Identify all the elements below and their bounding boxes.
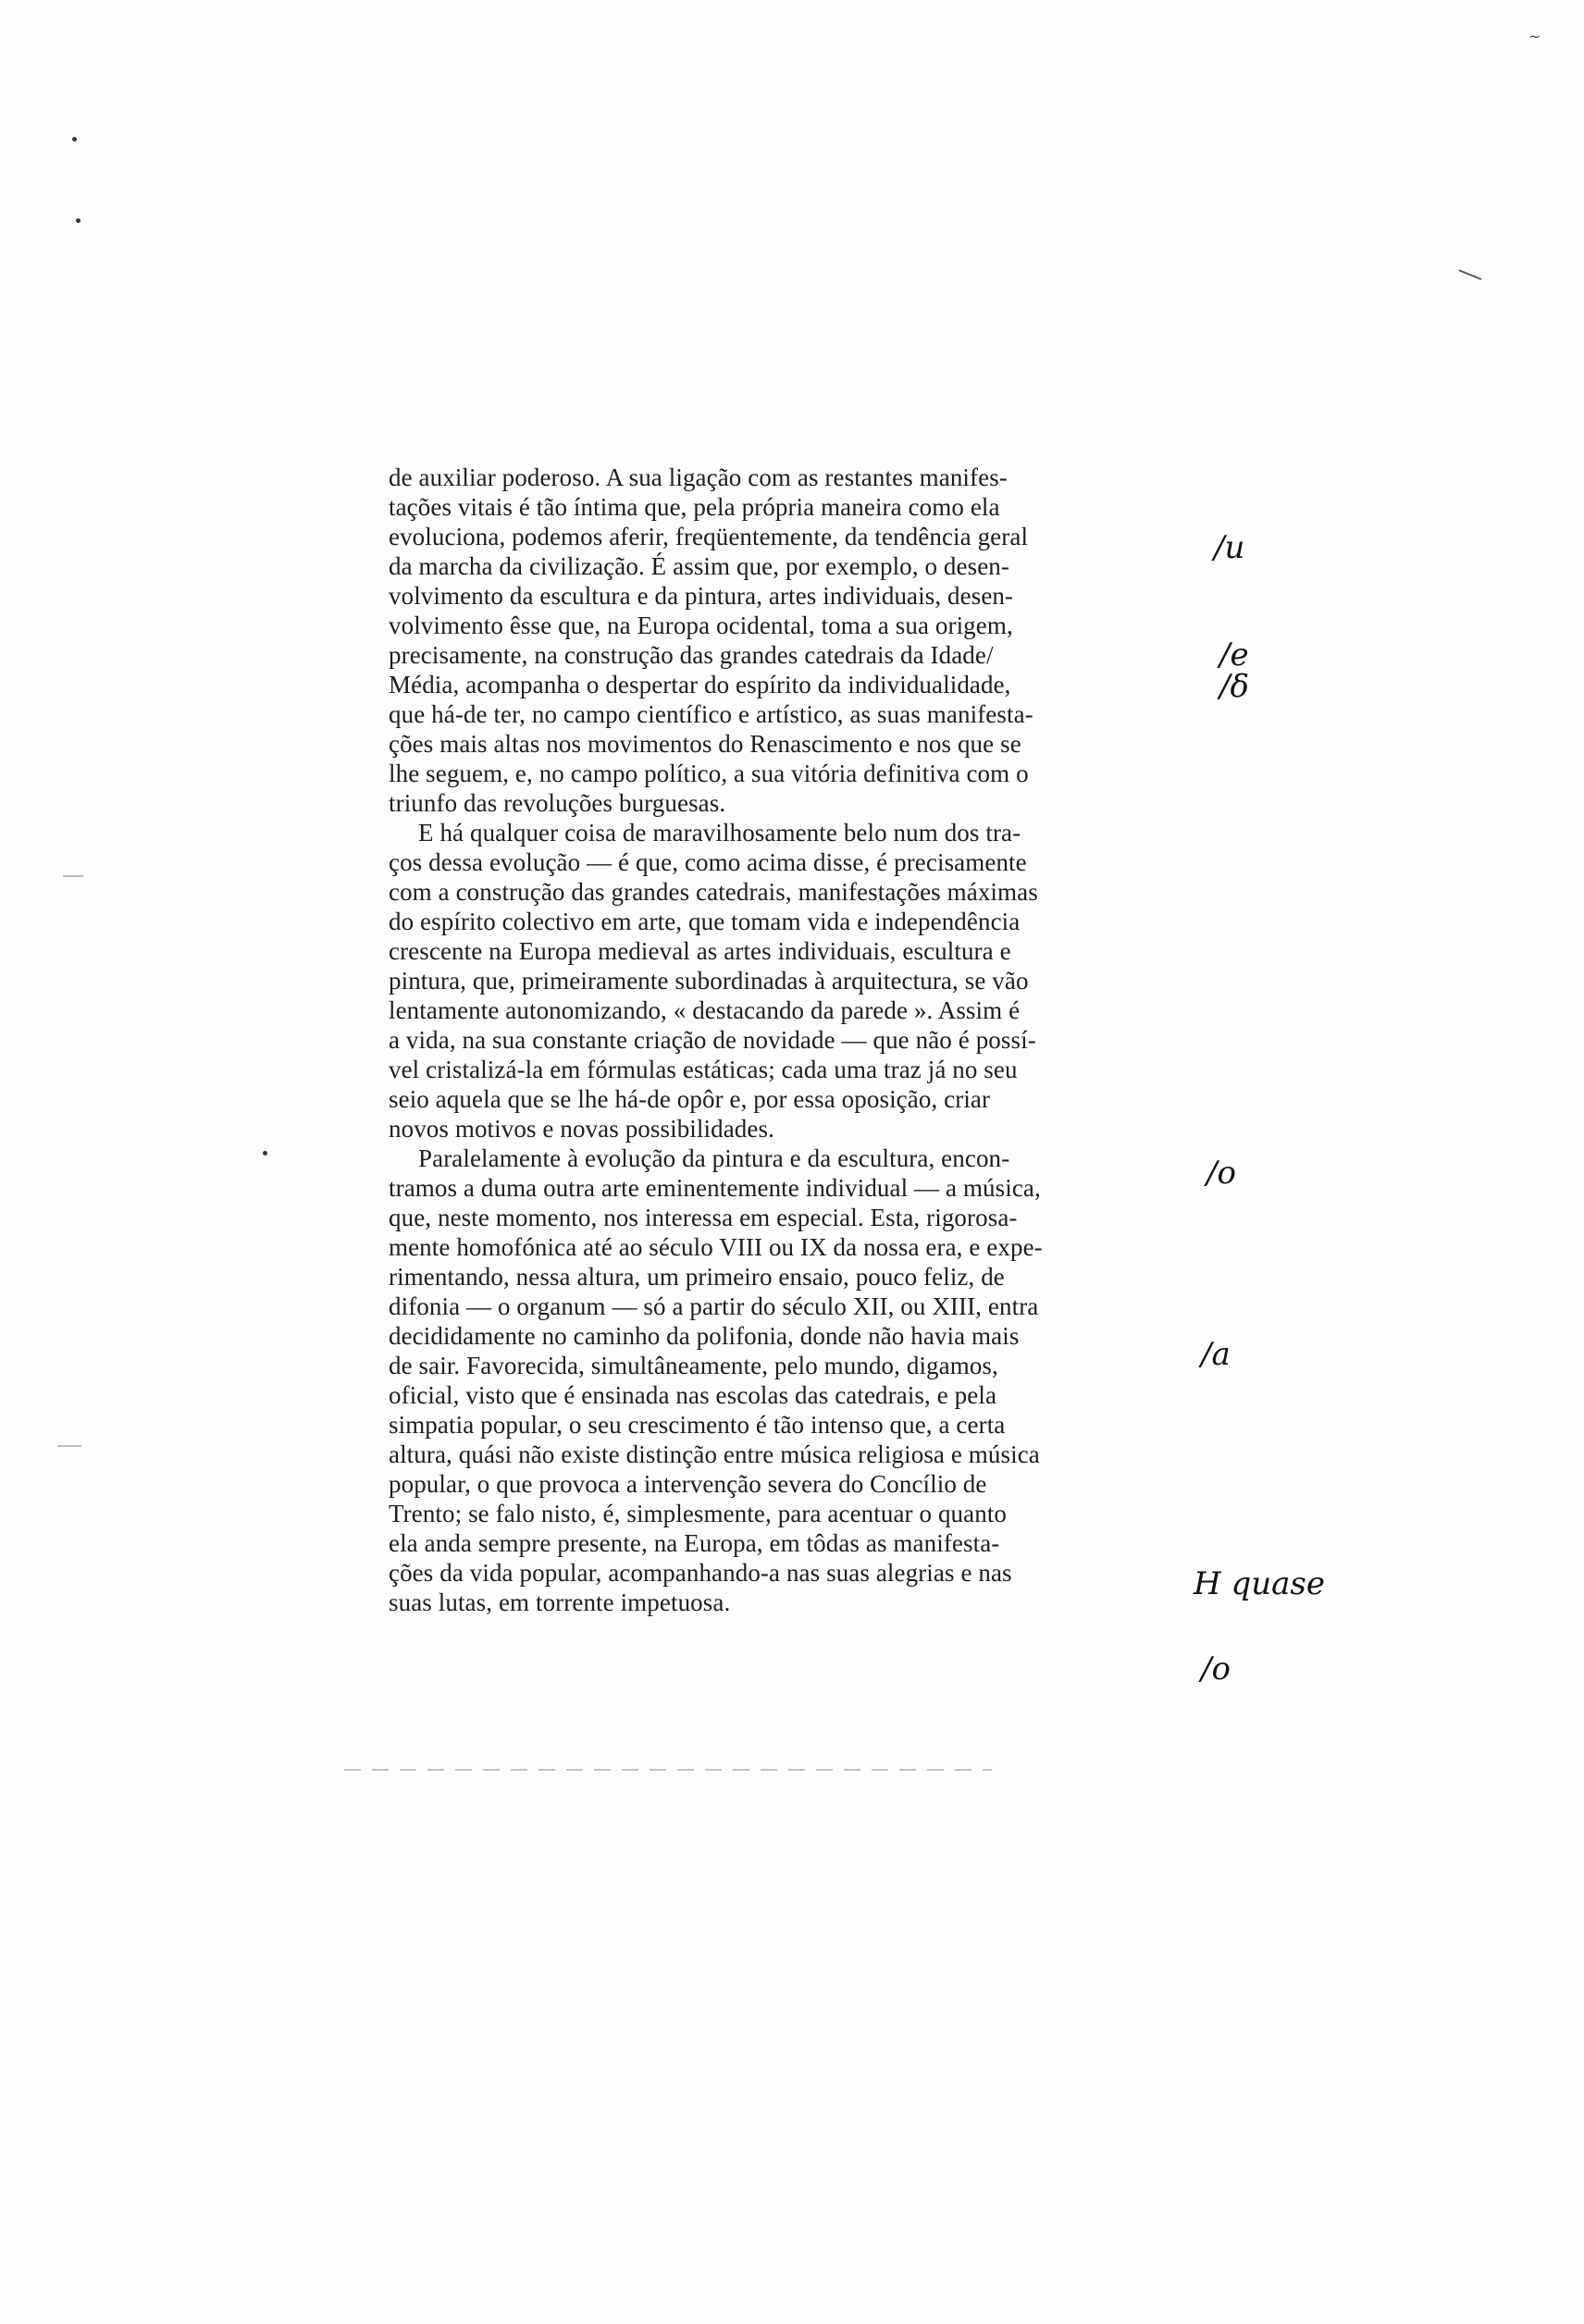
speck [72, 137, 77, 142]
text-line: com a construção das grandes catedrais, manifestações máximas [389, 878, 1038, 906]
text-line: lhe seguem, e, no campo político, a sua vitória definitiva com o [389, 760, 1029, 787]
text-line: lentamente autonomizando, « destacando da parede ». Assim é [389, 996, 1021, 1024]
text-line: Paralelamente à evolução da pintura e da escultura, encon- [418, 1144, 1010, 1172]
text-line: volvimento êsse que, na Europa ocidental, toma a sua origem, [389, 612, 1013, 639]
margin-note: /u [1214, 529, 1245, 566]
text-line: vel cristalizá-la em fórmulas estáticas; cada uma traz já no seu [389, 1056, 1018, 1083]
text-line: de sair. Favorecida, simultâneamente, pelo mundo, digamos, [389, 1352, 998, 1379]
text-line: que, neste momento, nos interessa em especial. Esta, rigorosa- [389, 1204, 1018, 1231]
text-line: Trento; se falo nisto, é, simplesmente, para acentuar o quanto [389, 1500, 1008, 1527]
text-line: precisamente, na construção das grandes catedrais da Idade/ [389, 641, 994, 669]
text-line: novos motivos e novas possibilidades. [389, 1115, 774, 1143]
text-line: ções da vida popular, acompanhando-a nas suas alegrias e nas [389, 1559, 1012, 1587]
text-line: pintura, que, primeiramente subordinadas à arquitectura, se vão [389, 967, 1029, 995]
text-line: a vida, na sua constante criação de novidade — que não é possí- [389, 1026, 1036, 1054]
text-line: evoluciona, podemos aferir, freqüentemente, da tendência geral [389, 523, 1029, 550]
margin-note: /a [1201, 1336, 1231, 1373]
margin-note: H quase [1194, 1565, 1325, 1602]
edge-mark [57, 1445, 81, 1447]
text-line: da marcha da civilização. É assim que, por exemplo, o desen- [389, 552, 1009, 580]
edge-mark [1459, 269, 1482, 280]
text-line: seio aquela que se lhe há-de opôr e, por essa oposição, criar [389, 1085, 991, 1113]
margin-note: /o [1201, 1650, 1231, 1687]
text-line: ela anda sempre presente, na Europa, em tôdas as manifesta- [389, 1529, 1000, 1557]
text-line: popular, o que provoca a intervenção severa do Concílio de [389, 1470, 987, 1498]
text-line: simpatia popular, o seu crescimento é tão intenso que, a certa [389, 1411, 1006, 1439]
text-line: ções mais altas nos movimentos do Renascimento e nos que se [389, 730, 1021, 758]
bottom-rule [344, 1769, 992, 1771]
margin-note: /δ [1219, 668, 1249, 705]
text-line: tramos a duma outra arte eminentemente individual — a música, [389, 1174, 1041, 1202]
text-line: volvimento da escultura e da pintura, artes individuais, desen- [389, 582, 1014, 610]
text-line: oficial, visto que é ensinada nas escolas das catedrais, e pela [389, 1381, 997, 1409]
text-line: de auxiliar poderoso. A sua ligação com as restantes manifes- [389, 464, 1008, 491]
edge-mark [63, 875, 83, 877]
text-line: triunfo das revoluções burguesas. [389, 789, 726, 817]
text-line: rimentando, nessa altura, um primeiro ensaio, pouco feliz, de [389, 1263, 1005, 1291]
text-line: tações vitais é tão íntima que, pela própria maneira como ela [389, 493, 1000, 521]
text-line: crescente na Europa medieval as artes individuais, escultura e [389, 937, 1011, 965]
text-line: Média, acompanha o despertar do espírito da individualidade, [389, 671, 1011, 698]
text-line: E há qualquer coisa de maravilhosamente belo num dos tra- [418, 819, 1021, 847]
text-line: altura, quási não existe distinção entre música religiosa e música [389, 1440, 1040, 1468]
text-line: que há-de ter, no campo científico e artístico, as suas manifesta- [389, 700, 1033, 728]
text-line: difonia — o organum — só a partir do século XII, ou XIII, entra [389, 1292, 1039, 1320]
margin-note: /o [1207, 1155, 1236, 1192]
text-line: decididamente no caminho da polifonia, donde não havia mais [389, 1322, 1020, 1350]
text-line: ços dessa evolução — é que, como acima disse, é precisamente [389, 848, 1027, 876]
speck [76, 218, 80, 223]
text-line: suas lutas, em torrente impetuosa. [389, 1588, 731, 1616]
text-line: do espírito colectivo em arte, que tomam vida e independência [389, 908, 1021, 935]
margin-note: /e [1219, 637, 1249, 674]
text-line: mente homofónica até ao século VIII ou IX da nossa era, e expe- [389, 1233, 1043, 1261]
corner-scribble: ~ [1528, 28, 1541, 45]
speck [263, 1151, 267, 1156]
